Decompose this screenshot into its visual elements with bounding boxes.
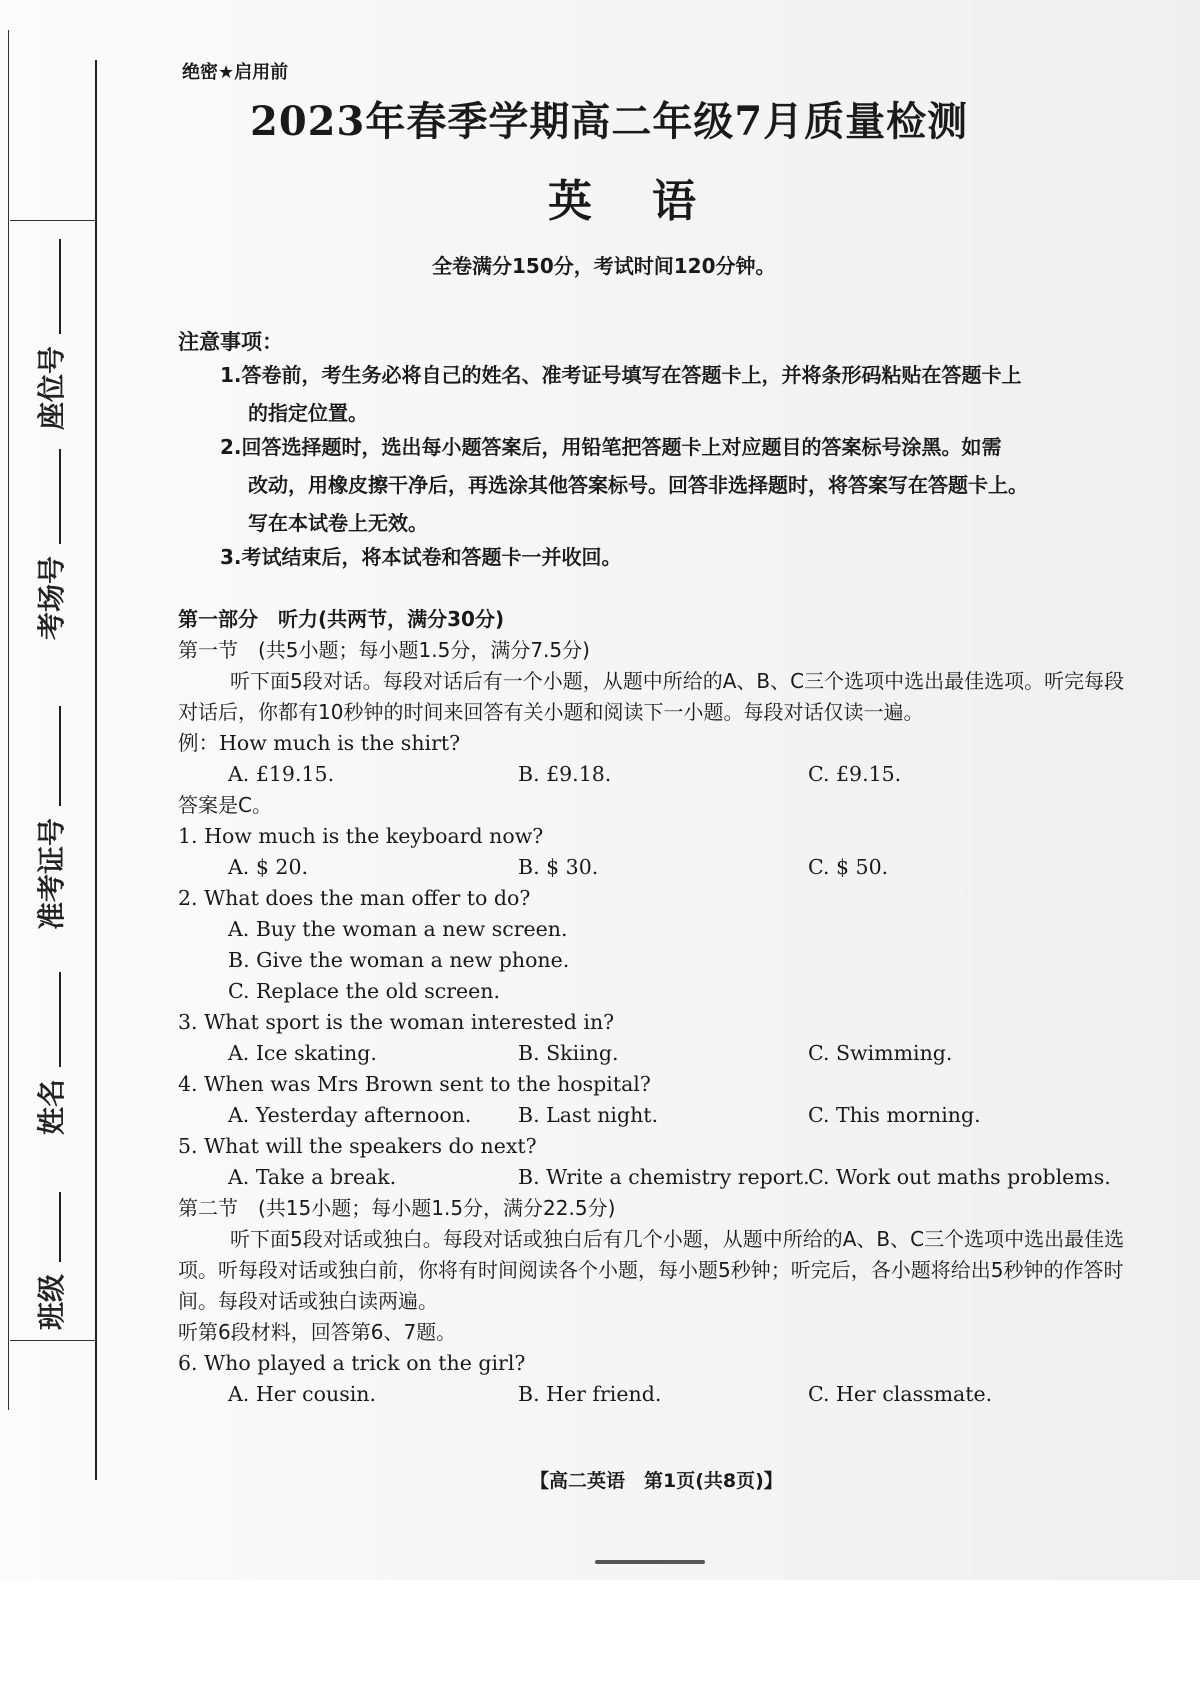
option-a: A. Her cousin. — [228, 1382, 376, 1406]
note-line: 1.答卷前，考生务必将自己的姓名、准考证号填写在答题卡上，并将条形码粘贴在答题卡上 — [220, 363, 1022, 387]
score-note: 全卷满分150分，考试时间120分钟。 — [432, 254, 776, 278]
option-c: C. $ 50. — [808, 855, 889, 879]
question-1-options — [178, 852, 1138, 883]
option-a: A. Ice skating. — [228, 1041, 377, 1065]
example-answer: 答案是C。 — [178, 793, 272, 817]
note-line: 改动，用橡皮擦干净后，再选涂其他答案标号。回答非选择题时，将答案写在答题卡上。 — [248, 473, 1028, 497]
question-5-options — [178, 1162, 1138, 1193]
question-6: 6. Who played a trick on the girl? — [178, 1351, 526, 1375]
example-option-c: C. £9.15. — [808, 762, 902, 786]
note-line: 写在本试卷上无效。 — [248, 511, 428, 535]
class-field — [30, 1180, 70, 1330]
option-c: C. Her classmate. — [808, 1382, 993, 1406]
question-1: 1. How much is the keyboard now? — [178, 824, 544, 848]
name-label: 姓名 — [35, 1078, 68, 1135]
note-line: 2.回答选择题时，选出每小题答案后，用铅笔把答题卡上对应题目的答案标号涂黑。如需 — [220, 435, 1002, 459]
question-4: 4. When was Mrs Brown sent to the hospital? — [178, 1072, 651, 1096]
material-6-note: 听第6段材料，回答第6、7题。 — [178, 1320, 457, 1344]
class-label: 班级 — [35, 1273, 68, 1330]
example-option-b: B. £9.18. — [518, 762, 612, 786]
question-3-options — [178, 1038, 1138, 1069]
option-a: A. Yesterday afternoon. — [228, 1103, 472, 1127]
note-item — [220, 356, 1120, 432]
option-c: C. Work out maths problems. — [808, 1165, 1111, 1189]
subject-title: 英语 — [548, 176, 756, 227]
question-6-options — [178, 1379, 1138, 1410]
question-3: 3. What sport is the woman interested in? — [178, 1010, 615, 1034]
option-b: B. Write a chemistry report. — [518, 1165, 810, 1189]
name-field — [30, 960, 70, 1135]
binding-bottom-rule — [10, 1340, 95, 1341]
note-item — [220, 428, 1120, 542]
note-line: 3.考试结束后，将本试卷和答题卡一并收回。 — [220, 545, 622, 569]
binding-line — [95, 60, 97, 1480]
name-blank[interactable] — [37, 972, 61, 1067]
scan-smudge — [595, 1560, 705, 1564]
binding-top-rule — [10, 220, 95, 221]
seat-number-blank[interactable] — [37, 239, 61, 334]
confidential-label: 绝密★启用前 — [182, 62, 289, 83]
binding-border — [8, 30, 9, 1410]
section1-title: 第一节 (共5小题；每小题1.5分，满分7.5分) — [178, 638, 590, 662]
listening-section — [178, 604, 1138, 1410]
section2-title: 第二节 (共15小题；每小题1.5分，满分22.5分) — [178, 1196, 616, 1220]
option-b: B. Last night. — [518, 1103, 659, 1127]
option-a: A. Take a break. — [228, 1165, 397, 1189]
example-option-a: A. £19.15. — [228, 762, 335, 786]
question-4-options — [178, 1100, 1138, 1131]
option-c: C. This morning. — [808, 1103, 981, 1127]
option-b: B. Give the woman a new phone. — [228, 948, 570, 972]
notes-title: 注意事项： — [178, 330, 283, 354]
exam-room-blank[interactable] — [37, 449, 61, 544]
section1-instructions: 听下面5段对话。每段对话后有一个小题，从题中所给的A、B、C三个选项中选出最佳选项。听完每段对话后，你都有10秒钟的时间来回答有关小题和阅读下一小题。每段对话仅读一遍。 — [178, 669, 1125, 724]
section2-instructions: 听下面5段对话或独白。每段对话或独白后有几个小题，从题中所给的A、B、C三个选项中选出最佳选项。听每段对话或独白前，你将有时间阅读各个小题，每小题5秒钟；听完后，各小题将给出5秒钟的作答时间。每段对话或独白读两遍。 — [178, 1227, 1125, 1313]
admission-number-blank[interactable] — [37, 706, 61, 806]
option-b: B. $ 30. — [518, 855, 599, 879]
note-line: 的指定位置。 — [248, 401, 368, 425]
example-question: 例：How much is the shirt? — [178, 731, 461, 755]
note-item — [220, 538, 1120, 576]
option-a: A. Buy the woman a new screen. — [228, 917, 568, 941]
option-a: A. $ 20. — [228, 855, 308, 879]
option-c: C. Replace the old screen. — [228, 979, 500, 1003]
admission-number-field — [30, 694, 70, 930]
exam-room-field — [30, 437, 70, 640]
option-b: B. Her friend. — [518, 1382, 662, 1406]
class-blank[interactable] — [37, 1192, 61, 1262]
admission-number-label: 准考证号 — [35, 817, 68, 930]
seat-number-label: 座位号 — [35, 345, 68, 430]
part1-title: 第一部分 听力(共两节，满分30分) — [178, 607, 505, 631]
option-c: C. Swimming. — [808, 1041, 953, 1065]
exam-room-label: 考场号 — [35, 555, 68, 640]
page-footer: 【高二英语 第1页(共8页)】 — [530, 1470, 783, 1492]
seat-number-field — [30, 227, 70, 430]
question-2: 2. What does the man offer to do? — [178, 886, 531, 910]
exam-title: 2023年春季学期高二年级7月质量检测 — [250, 98, 969, 145]
option-b: B. Skiing. — [518, 1041, 619, 1065]
question-5: 5. What will the speakers do next? — [178, 1134, 537, 1158]
example-options — [178, 759, 1138, 790]
